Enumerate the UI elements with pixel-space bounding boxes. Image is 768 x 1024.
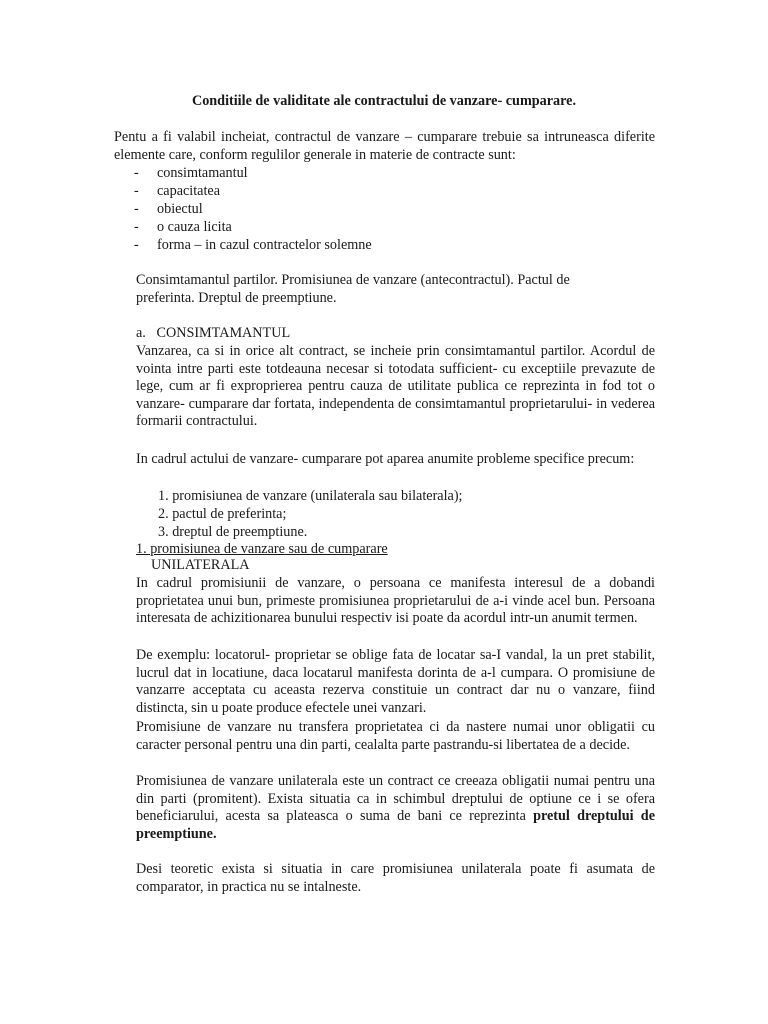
problems-intro: In cadrul actului de vanzare- cumparare pot aparea anumite probleme specifice precum: — [136, 451, 635, 467]
list-item: - obiectul — [134, 201, 203, 217]
problems-list — [158, 488, 463, 542]
paragraph-example: De exemplu: locatorul- proprietar se oblige fata de locatar sa-I vandal, la un pret stabilit, lucrul dat in locatiune, daca locatarul manifesta dorinta de a-l cumpara. O promisiune de vanzarre acceptata cu aceasta rezerva constituie un contract dar nu o vanzare, fiind distincta, sin u poate produce efectele unei vanzari. — [136, 647, 655, 716]
paragraph-transfer: Promisiune de vanzare nu transfera proprietatea ci da nastere numai unor obligatii cu caracter personal pentru una din parti, cealalta parte pastrandu-si libertatea de a decide. — [136, 719, 655, 753]
list-item: 1. promisiunea de vanzare (unilaterala sau bilaterala); — [158, 488, 463, 504]
paragraph-promise: In cadrul promisiunii de vanzare, o persoana ce manifesta interesul de a dobandi proprietatea unui bun, primeste promisiunea proprietarului de a-i vinde acel bun. Persoana interesata de achizitionarea bunului respectiv isi poate da acordul intr-un anumit termen. — [136, 575, 655, 627]
section-a-title: a. CONSIMTAMANTUL — [136, 325, 291, 341]
unilateral-label: UNILATERALA — [151, 557, 250, 573]
paragraph-practice: Desi teoretic exista si situatia in care promisiunea unilaterala poate fi asumata de comparator, in practica nu se intalneste. — [136, 861, 655, 895]
list-item: - o cauza licita — [134, 219, 232, 235]
paragraph-unilateral: Promisiunea de vanzare unilaterala este un contract ce creeaza obligatii numai pentru una din parti (promitent). Exista situatia ca in schimbul dreptului de optiune ce i se ofera beneficiarului, acesta sa plateasca o suma de bani ce reprezinta pretul dreptului de preemptiune. — [136, 773, 655, 842]
list-item: 2. pactul de preferinta; — [158, 506, 287, 522]
subheading: 1. promisiunea de vanzare sau de cumparare — [136, 541, 388, 557]
list-item: - capacitatea — [134, 183, 220, 199]
intro-paragraph: Pentu a fi valabil incheiat, contractul de vanzare – cumparare trebuie sa intruneasca diferite elemente care, conform regulilor generale in materie de contracte sunt: — [114, 129, 655, 163]
list-item: - consimtamantul — [134, 165, 248, 181]
consent-heading: Consimtamantul partilor. Promisiunea de vanzare (antecontractul). Pactul de preferinta. Dreptul de preemptiune. — [136, 272, 570, 306]
section-a-paragraph: Vanzarea, ca si in orice alt contract, se incheie prin consimtamantul partilor. Acordul de vointa intre parti este totdeauna necesar si totodata sufficient- cu exceptiile prevazute de lege, cum ar fi exproprierea pentru cauza de utilitate publica ce reprezinta in fod tot o vanzare- cumparare dar fortata, independenta de consimtamantul proprietarului- in vederea formarii contractului. — [136, 343, 655, 430]
document-title: Conditiile de validitate ale contractului de vanzare- cumparare. — [191, 93, 577, 109]
list-item: - forma – in cazul contractelor solemne — [134, 237, 372, 253]
list-item: 3. dreptul de preemptiune. — [158, 524, 308, 540]
bold-phrase: pretul dreptului de preemptiune. — [136, 808, 655, 842]
elements-list — [134, 165, 372, 255]
